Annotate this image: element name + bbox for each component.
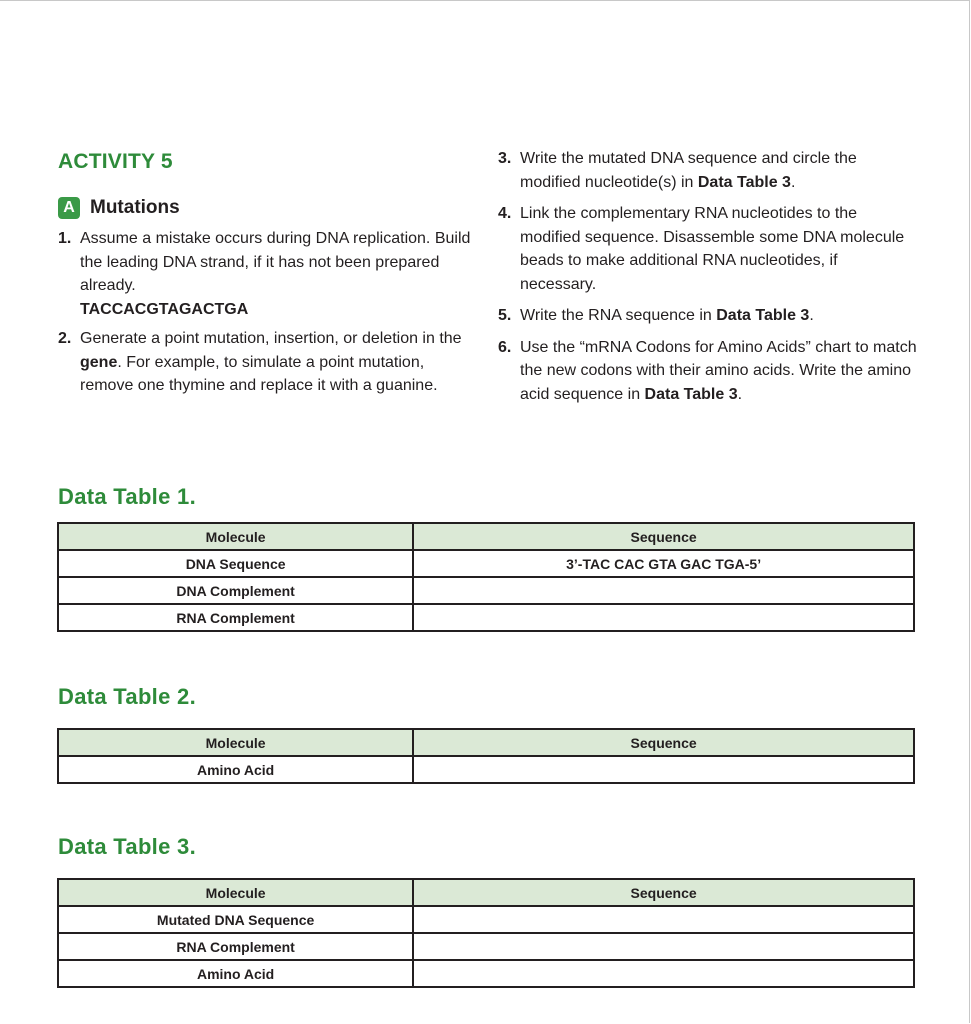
table-row [58, 933, 914, 960]
column-header: Molecule [58, 729, 413, 756]
step-5 [498, 304, 918, 328]
table-row [58, 604, 914, 631]
step-number: 6. [498, 338, 512, 356]
column-header: Sequence [413, 879, 914, 906]
molecule-cell: RNA Complement [58, 604, 413, 631]
molecule-cell: DNA Complement [58, 577, 413, 604]
step-text-pre: Write the mutated DNA sequence and circle the modified nucleotide(s) in [520, 150, 857, 191]
step-6 [498, 336, 918, 407]
data-table-3-title: Data Table 3. [58, 834, 196, 859]
activity-title: ACTIVITY 5 [58, 150, 173, 173]
section-badge: A [58, 197, 80, 219]
step-text-pre: Use the “mRNA Codons for Amino Acids” chart to match the new codons with their amino acids. Write the amino acid sequence in [520, 338, 917, 403]
molecule-cell: Mutated DNA Sequence [58, 906, 413, 933]
step-text-pre: Generate a point mutation, insertion, or deletion in the [80, 330, 462, 347]
dna-sequence: TACCACGTAGACTGA [80, 300, 249, 318]
molecule-cell: RNA Complement [58, 933, 413, 960]
step-1 [58, 227, 478, 321]
column-header: Sequence [413, 729, 914, 756]
sequence-cell[interactable]: 3’-TAC CAC GTA GAC TGA-5’ [413, 550, 914, 577]
table-header-row [58, 879, 914, 906]
column-header: Molecule [58, 879, 413, 906]
molecule-cell: Amino Acid [58, 756, 413, 783]
step-text-post: . [790, 173, 796, 191]
step-3 [498, 147, 918, 194]
step-number: 5. [498, 307, 512, 324]
molecule-cell: DNA Sequence [58, 550, 413, 577]
sequence-cell[interactable] [413, 577, 914, 604]
data-table-3 [57, 878, 915, 988]
table-row [58, 756, 914, 783]
molecule-cell: Amino Acid [58, 960, 413, 987]
step-text-pre: Link the complementary RNA nucleotides to the modified sequence. Disassemble some DNA molecule beads to make additional RNA nucleotides, if necessary. [520, 205, 905, 293]
sequence-cell[interactable] [413, 960, 914, 987]
step-number: 1. [58, 230, 72, 247]
step-text-post: . [737, 385, 743, 403]
section-title: Mutations [90, 197, 180, 218]
right-column [498, 147, 918, 414]
section-heading [58, 195, 478, 221]
step-text: Assume a mistake occurs during DNA replication. Build the leading DNA strand, if it has not been prepared already. [80, 230, 471, 294]
table-header-row [58, 523, 914, 550]
step-number: 2. [58, 330, 72, 347]
sequence-cell[interactable] [413, 756, 914, 783]
steps-list-left [58, 227, 478, 398]
step-text-pre: Write the RNA sequence in [520, 307, 717, 324]
steps-list-right [498, 147, 918, 406]
step-keyword: Data Table 3 [697, 173, 791, 191]
data-table-2 [57, 728, 915, 784]
data-table-2-title: Data Table 2. [58, 684, 196, 709]
table-row [58, 906, 914, 933]
step-keyword: Data Table 3 [644, 385, 738, 403]
table-row [58, 960, 914, 987]
step-keyword: Data Table 3 [716, 307, 810, 324]
column-header: Sequence [413, 523, 914, 550]
table-header-row [58, 729, 914, 756]
step-number: 4. [498, 205, 512, 222]
sequence-cell[interactable] [413, 906, 914, 933]
step-4 [498, 202, 918, 296]
step-2 [58, 327, 478, 398]
step-text-post: . For example, to simulate a point mutation, remove one thymine and replace it with a guanine. [80, 353, 438, 394]
data-table-1 [57, 522, 915, 632]
sequence-cell[interactable] [413, 933, 914, 960]
column-header: Molecule [58, 523, 413, 550]
step-text-post: . [809, 307, 814, 324]
step-keyword: gene [80, 353, 118, 371]
data-table-1-title: Data Table 1. [58, 484, 196, 509]
step-number: 3. [498, 150, 512, 167]
table-row [58, 577, 914, 604]
sequence-cell[interactable] [413, 604, 914, 631]
left-column [58, 147, 478, 404]
table-row [58, 550, 914, 577]
